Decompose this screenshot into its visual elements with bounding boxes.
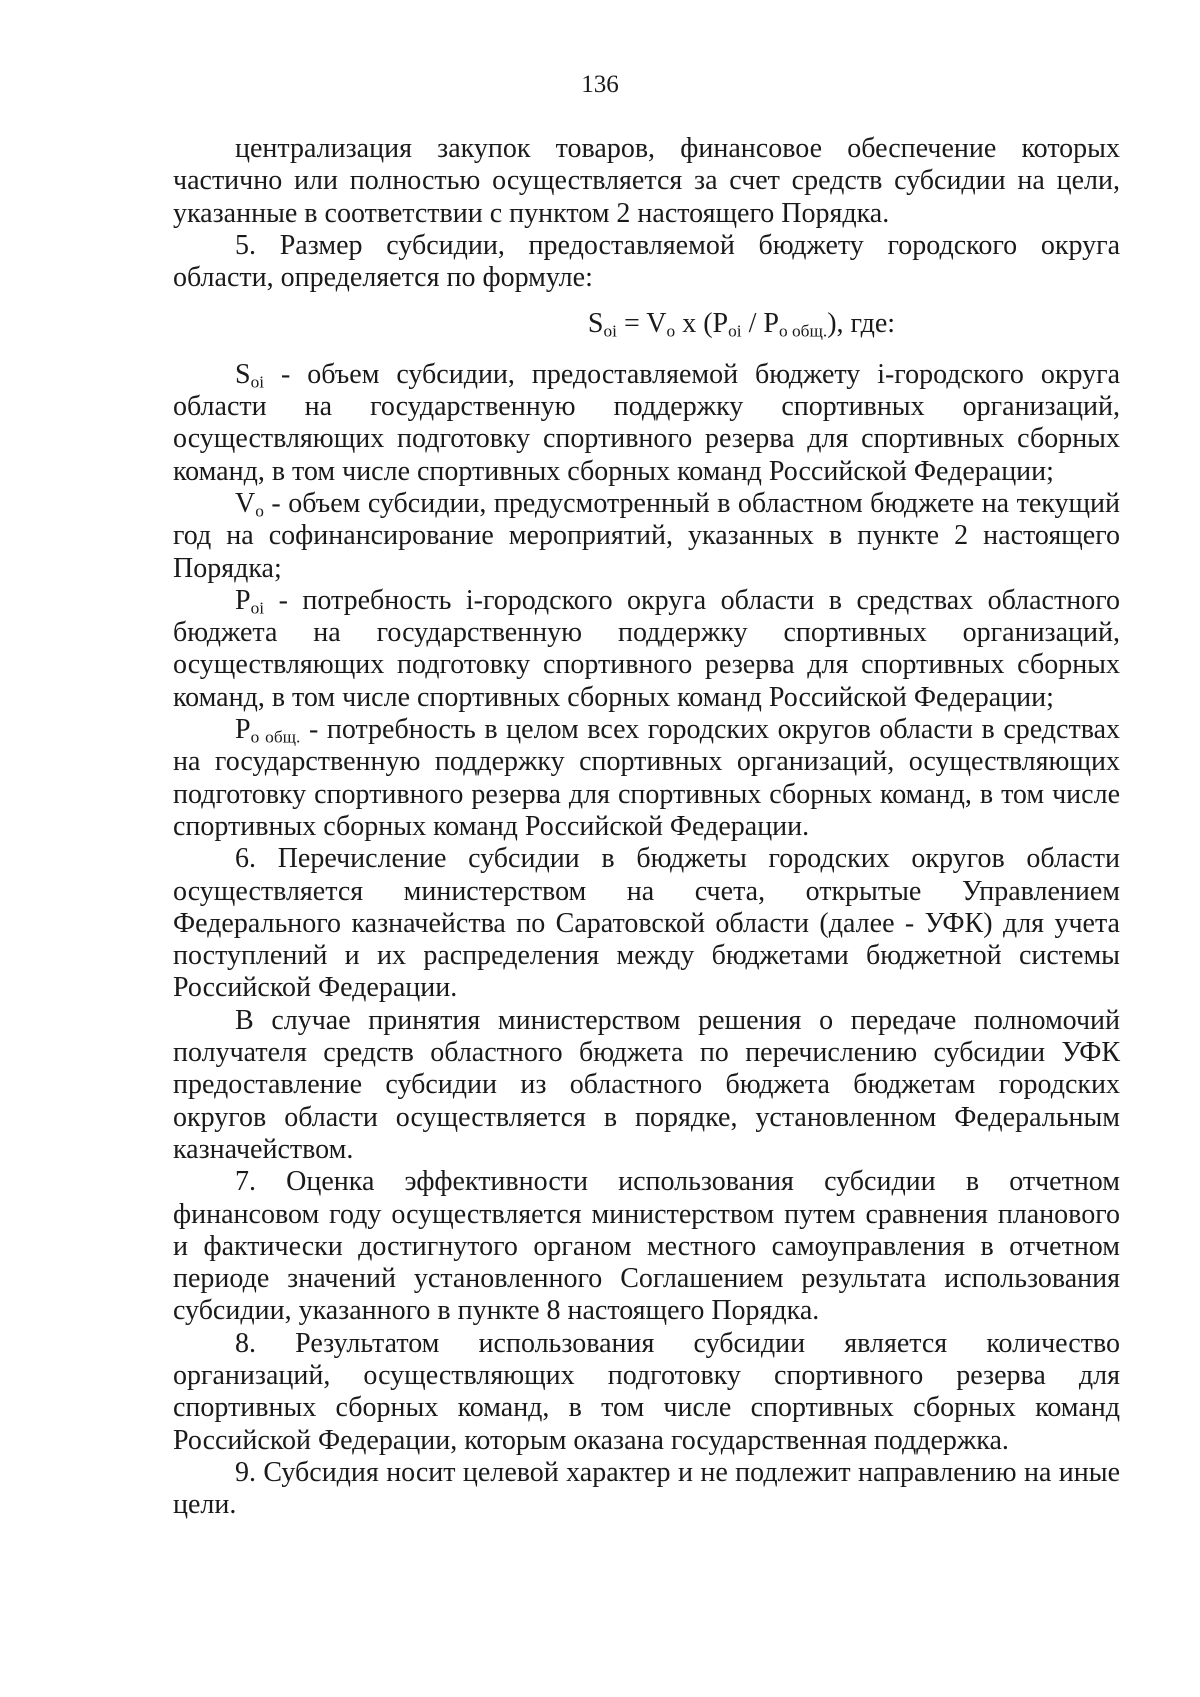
def-v-sub: o [255, 501, 264, 521]
paragraph-9: 9. Субсидия носит целевой характер и не подлежит направлению на иные цели. [173, 1456, 1120, 1521]
formula-v-sub: o [666, 321, 676, 341]
paragraph-continuation: централизация закупок товаров, финансовое обеспечение которых частично или полностью осуществляется за счет средств субсидии на цели, указанные в соответствии с пунктом 2 настоящего Порядка. [173, 133, 1120, 229]
paragraph-6-continued: В случае принятия министерством решения о передаче полномочий получателя средств областного бюджета по перечислению субсидии УФК предоставление субсидии из областного бюджета бюджетам городских округов области осуществляется в порядке, установленном Федеральным казначейством. [173, 1004, 1120, 1165]
formula-eq: = V [616, 308, 667, 340]
formula-s: S [587, 308, 604, 340]
document-body [173, 133, 1120, 1521]
definition-p-oi [173, 585, 1120, 714]
paragraph-8: 8. Результатом использования субсидии является количество организаций, осуществляющих подготовку спортивного резерва для спортивных сборных команд, в том числе спортивных сборных команд Российской Федерации, которым оказана государственная поддержка. [173, 1327, 1120, 1456]
formula-tail: ), где: [827, 308, 896, 340]
def-p-total-symbol: P [235, 714, 251, 746]
def-s-symbol: S [235, 358, 251, 390]
def-p-total-text: - потребность в целом всех городских округов области в средствах на государственную поддержку спортивных организаций, осуществляющих подготовку спортивного резерва для спортивных сборных команд, в том числе спортивных сборных команд Российской Федерации. [173, 714, 1120, 842]
page-number: 136 [581, 71, 619, 98]
def-p-sub: oi [250, 598, 265, 618]
formula-s-sub: oi [603, 321, 617, 341]
paragraph-7: 7. Оценка эффективности использования субсидии в отчетном финансовом году осуществляется министерством путем сравнения планового и фактически достигнутого органом местного самоуправления в отчетном периоде значений установленного Соглашением результата использования субсидии, указанного в пункте 8 настоящего Порядка. [173, 1166, 1120, 1327]
subsidy-formula [173, 308, 1120, 340]
def-v-symbol: V [235, 487, 256, 519]
def-v-text: - объем субсидии, предусмотренный в областном бюджете на текущий год на софинансирование мероприятий, указанных в пункте 2 настоящего Порядка; [173, 487, 1120, 584]
def-s-text: - объем субсидии, предоставляемой бюджету i-городского округа области на государственную поддержку спортивных организаций, осуществляющих подготовку спортивного резерва для спортивных сборных команд, в том числе спортивных сборных команд Российской Федерации; [173, 358, 1120, 487]
paragraph-6: 6. Перечисление субсидии в бюджеты городских округов области осуществляется министерством на счета, открытые Управлением Федерального казначейства по Саратовской области (далее - УФК) для учета поступлений и их распределения между бюджетами бюджетной системы Российской Федерации. [173, 843, 1120, 1004]
def-p-text: - потребность i-городского округа области в средствах областного бюджета на государственную поддержку спортивных организаций, осуществляющих подготовку спортивного резерва для спортивных сборных команд, в том числе спортивных сборных команд Российской Федерации; [173, 584, 1120, 713]
def-p-symbol: P [235, 584, 251, 616]
definition-v-o [173, 488, 1120, 585]
formula-slash: / P [741, 308, 779, 340]
paragraph-5: 5. Размер субсидии, предоставляемой бюджету городского округа области, определяется по формуле: [173, 229, 1120, 294]
formula-p-sub: oi [728, 321, 742, 341]
def-s-sub: oi [250, 372, 265, 392]
formula-p2-sub: o общ. [778, 321, 828, 341]
definition-s-oi [173, 359, 1120, 488]
definition-p-total [173, 714, 1120, 843]
def-p-total-sub: o общ. [250, 727, 301, 747]
formula-mid: x (P [675, 308, 729, 340]
